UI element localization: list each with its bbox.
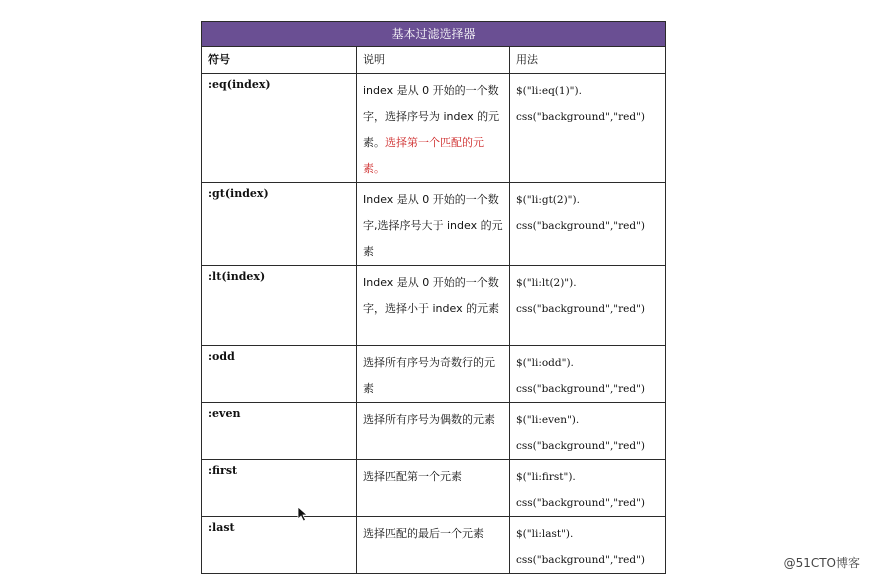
symbol-cell: :odd xyxy=(202,346,357,403)
table-row xyxy=(202,403,666,460)
table-row xyxy=(202,74,666,183)
usage-cell xyxy=(510,74,666,183)
usage-line-1: $("li:even"). xyxy=(516,414,580,426)
symbol-cell: :first xyxy=(202,460,357,517)
table-row xyxy=(202,183,666,266)
desc-text: index 是从 0 开始的一个数字，选择序号为 index 的元素。 xyxy=(363,84,500,149)
title-row xyxy=(202,22,666,47)
symbol-cell: :last xyxy=(202,517,357,574)
table-row xyxy=(202,460,666,517)
usage-line-2: css("background","red") xyxy=(516,303,645,315)
usage-line-2: css("background","red") xyxy=(516,440,645,452)
usage-line-1: $("li:last"). xyxy=(516,528,574,540)
watermark: @51CTO博客 xyxy=(783,556,860,570)
desc-highlight: 选择第一个匹配的元素。 xyxy=(363,136,484,175)
usage-cell xyxy=(510,517,666,574)
usage-cell xyxy=(510,460,666,517)
desc-cell: 选择所有序号为偶数的元素 xyxy=(357,403,510,460)
usage-line-2: css("background","red") xyxy=(516,111,645,123)
header-symbol: 符号 xyxy=(202,47,357,74)
symbol-cell: :lt(index) xyxy=(202,266,357,346)
table-row xyxy=(202,517,666,574)
usage-line-1: $("li:odd"). xyxy=(516,357,574,369)
table-row xyxy=(202,266,666,346)
usage-line-2: css("background","red") xyxy=(516,497,645,509)
usage-line-1: $("li:gt(2)"). xyxy=(516,194,580,206)
basic-filter-selector-table xyxy=(201,21,666,574)
desc-cell: 选择匹配的最后一个元素 xyxy=(357,517,510,574)
table-row xyxy=(202,346,666,403)
header-row xyxy=(202,47,666,74)
desc-cell: Index 是从 0 开始的一个数字,选择序号大于 index 的元素 xyxy=(357,183,510,266)
header-desc: 说明 xyxy=(357,47,510,74)
usage-cell xyxy=(510,346,666,403)
usage-line-2: css("background","red") xyxy=(516,383,645,395)
symbol-cell: :gt(index) xyxy=(202,183,357,266)
desc-cell xyxy=(357,74,510,183)
desc-cell: Index 是从 0 开始的一个数字，选择小于 index 的元素 xyxy=(357,266,510,346)
usage-line-2: css("background","red") xyxy=(516,554,645,566)
desc-cell: 选择所有序号为奇数行的元素 xyxy=(357,346,510,403)
symbol-cell: :even xyxy=(202,403,357,460)
usage-cell xyxy=(510,183,666,266)
table-title: 基本过滤选择器 xyxy=(202,22,666,47)
desc-cell: 选择匹配第一个元素 xyxy=(357,460,510,517)
symbol-cell: :eq(index) xyxy=(202,74,357,183)
usage-line-1: $("li:lt(2)"). xyxy=(516,277,577,289)
usage-cell xyxy=(510,403,666,460)
usage-line-1: $("li:first"). xyxy=(516,471,576,483)
usage-line-1: $("li:eq(1)"). xyxy=(516,85,582,97)
header-usage: 用法 xyxy=(510,47,666,74)
usage-line-2: css("background","red") xyxy=(516,220,645,232)
mouse-pointer-icon xyxy=(297,506,309,522)
usage-cell xyxy=(510,266,666,346)
